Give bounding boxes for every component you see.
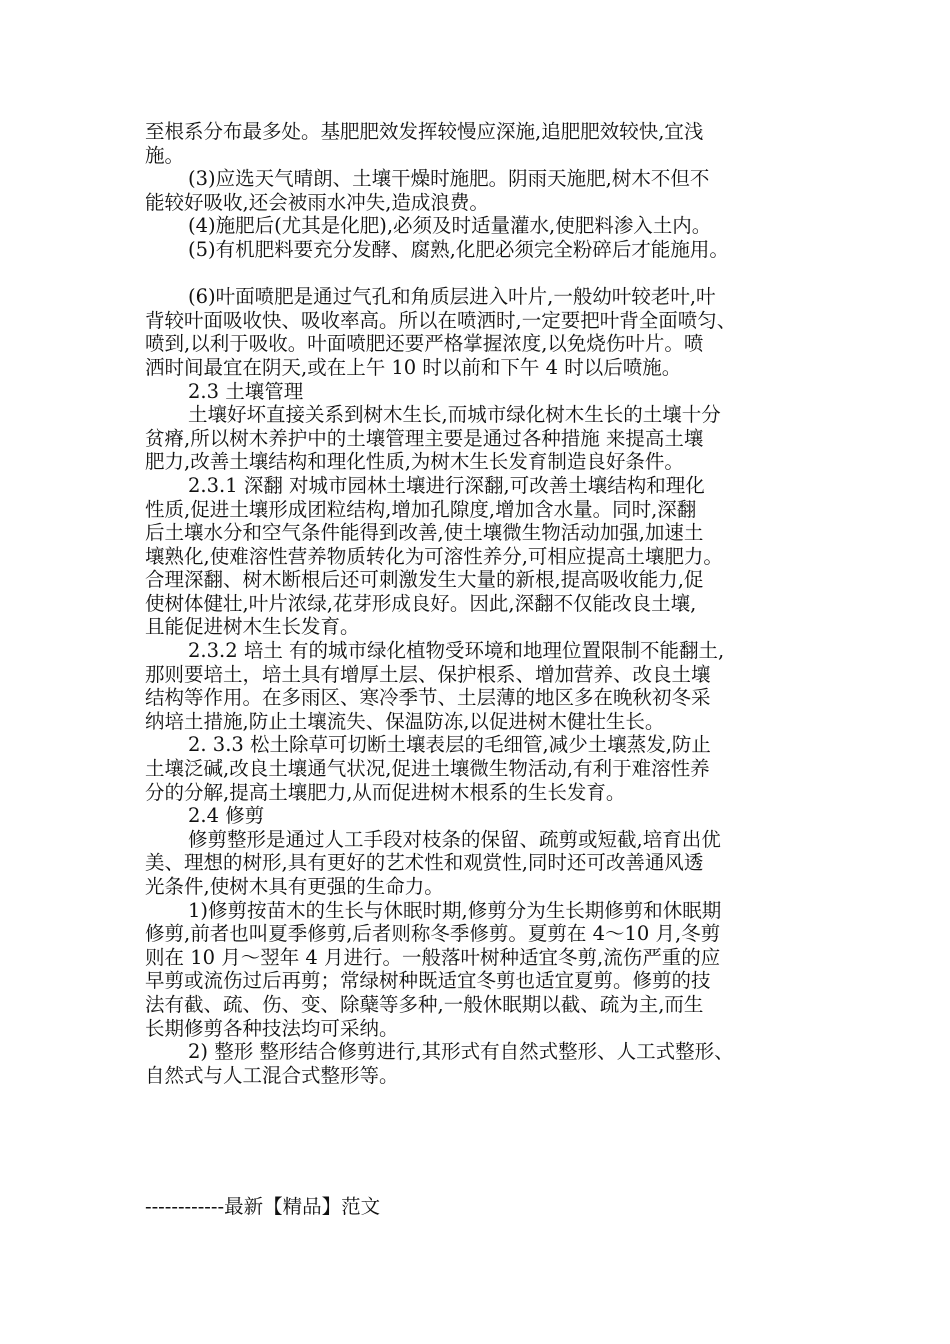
text-line: 贫瘠,所以树木养护中的土壤管理主要是通过各种措施 来提高土壤 bbox=[145, 426, 704, 450]
text-line: 1)修剪按苗木的生长与休眠时期,修剪分为生长期修剪和休眠期 bbox=[188, 898, 722, 922]
text-line: 土壤好坏直接关系到树木生长,而城市绿化树木生长的土壤十分 bbox=[188, 403, 721, 427]
text-line: 合理深翻、树木断根后还可刺激发生大量的新根,提高吸收能力,促 bbox=[145, 568, 704, 592]
text-line: 喷到,以利于吸收。叶面喷肥还要严格掌握浓度,以免烧伤叶片。喷 bbox=[145, 332, 704, 356]
text-line: 至根系分布最多处。基肥肥效发挥较慢应深施,追肥肥效较快,宜浅 bbox=[145, 120, 704, 143]
text-line: (6)叶面喷肥是通过气孔和角质层进入叶片,一般幼叶较老叶,叶 bbox=[188, 285, 716, 309]
text-line: 肥力,改善土壤结构和理化性质,为树木生长发育制造良好条件。 bbox=[145, 450, 684, 474]
text-line: 纳培土措施,防止土壤流失、保温防冻,以促进树木健壮生长。 bbox=[145, 709, 665, 733]
text-line: 2.3 土壤管理 bbox=[188, 379, 304, 403]
text-line: 美、理想的树形,具有更好的艺术性和观赏性,同时还可改善通风透 bbox=[145, 851, 704, 875]
text-line: 自然式与人工混合式整形等。 bbox=[145, 1063, 399, 1087]
text-line: 能较好吸收,还会被雨水冲失,造成浪费。 bbox=[145, 190, 489, 214]
text-line: 背较叶面吸收快、吸收率高。所以在喷洒时,一定要把叶背全面喷匀、 bbox=[145, 308, 737, 332]
text-line: 那则要培土，培土具有增厚土层、保护根系、增加营养、改良土壤 bbox=[145, 662, 711, 686]
text-line: 修剪,前者也叫夏季修剪,后者则称冬季修剪。夏剪在 4～10 月,冬剪 bbox=[145, 922, 721, 946]
text-line: 法有截、疏、伤、变、除蘖等多种,一般休眠期以截、疏为主,而生 bbox=[145, 992, 704, 1016]
text-line: 修剪整形是通过人工手段对枝条的保留、疏剪或短截,培育出优 bbox=[188, 827, 721, 851]
text-line: (3)应选天气晴朗、土壤干燥时施肥。阴雨天施肥,树木不但不 bbox=[188, 167, 710, 191]
text-line: (4)施肥后(尤其是化肥),必须及时适量灌水,使肥料渗入土内。 bbox=[188, 214, 712, 238]
document-body bbox=[145, 120, 825, 1087]
text-line: 壤熟化,使难溶性营养物质转化为可溶性养分,可相应提高土壤肥力。 bbox=[145, 544, 723, 568]
text-line: (5)有机肥料要充分发酵、腐熟,化肥必须完全粉碎后才能施用。 bbox=[188, 237, 729, 261]
text-line: 早剪或流伤过后再剪；常绿树种既适宜冬剪也适宜夏剪。修剪的技 bbox=[145, 969, 711, 993]
text-line: 光条件,使树木具有更强的生命力。 bbox=[145, 875, 444, 898]
text-line: 2) 整形 整形结合修剪进行,其形式有自然式整形、人工式整形、 bbox=[188, 1040, 734, 1064]
text-line: 则在 10 月～翌年 4 月进行。一般落叶树种适宜冬剪,流伤严重的应 bbox=[145, 945, 721, 969]
text-line: 后土壤水分和空气条件能得到改善,使土壤微生物活动加强,加速土 bbox=[145, 521, 704, 545]
text-line: 分的分解,提高土壤肥力,从而促进树木根系的生长发育。 bbox=[145, 780, 626, 804]
text-line: 使树体健壮,叶片浓绿,花芽形成良好。因此,深翻不仅能改良土壤, bbox=[145, 591, 697, 615]
text-line: 土壤泛碱,改良土壤通气状况,促进土壤微生物活动,有利于难溶性养 bbox=[145, 757, 710, 781]
text-line: 长期修剪各种技法均可采纳。 bbox=[145, 1016, 399, 1040]
text-line: 结构等作用。在多雨区、寒冷季节、土层薄的地区多在晚秋初冬采 bbox=[145, 686, 711, 710]
text-line: 2.3.2 培土 有的城市绿化植物受环境和地理位置限制不能翻土, bbox=[188, 639, 725, 663]
text-line: 性质,促进土壤形成团粒结构,增加孔隙度,增加含水量。同时,深翻 bbox=[145, 497, 697, 521]
page-footer: ------------最新【精品】范文 bbox=[145, 1195, 381, 1218]
text-line: 洒时间最宜在阴天,或在上午 10 时以前和下午 4 时以后喷施。 bbox=[145, 355, 682, 379]
text-line: 施。 bbox=[145, 143, 185, 167]
text-line: 2.3.1 深翻 对城市园林土壤进行深翻,可改善土壤结构和理化 bbox=[188, 473, 705, 497]
text-line: 2.4 修剪 bbox=[188, 804, 265, 828]
text-line: 且能促进树木生长发育。 bbox=[145, 615, 360, 639]
text-line: 2. 3.3 松土除草可切断土壤表层的毛细管,减少土壤蒸发,防止 bbox=[188, 733, 711, 757]
